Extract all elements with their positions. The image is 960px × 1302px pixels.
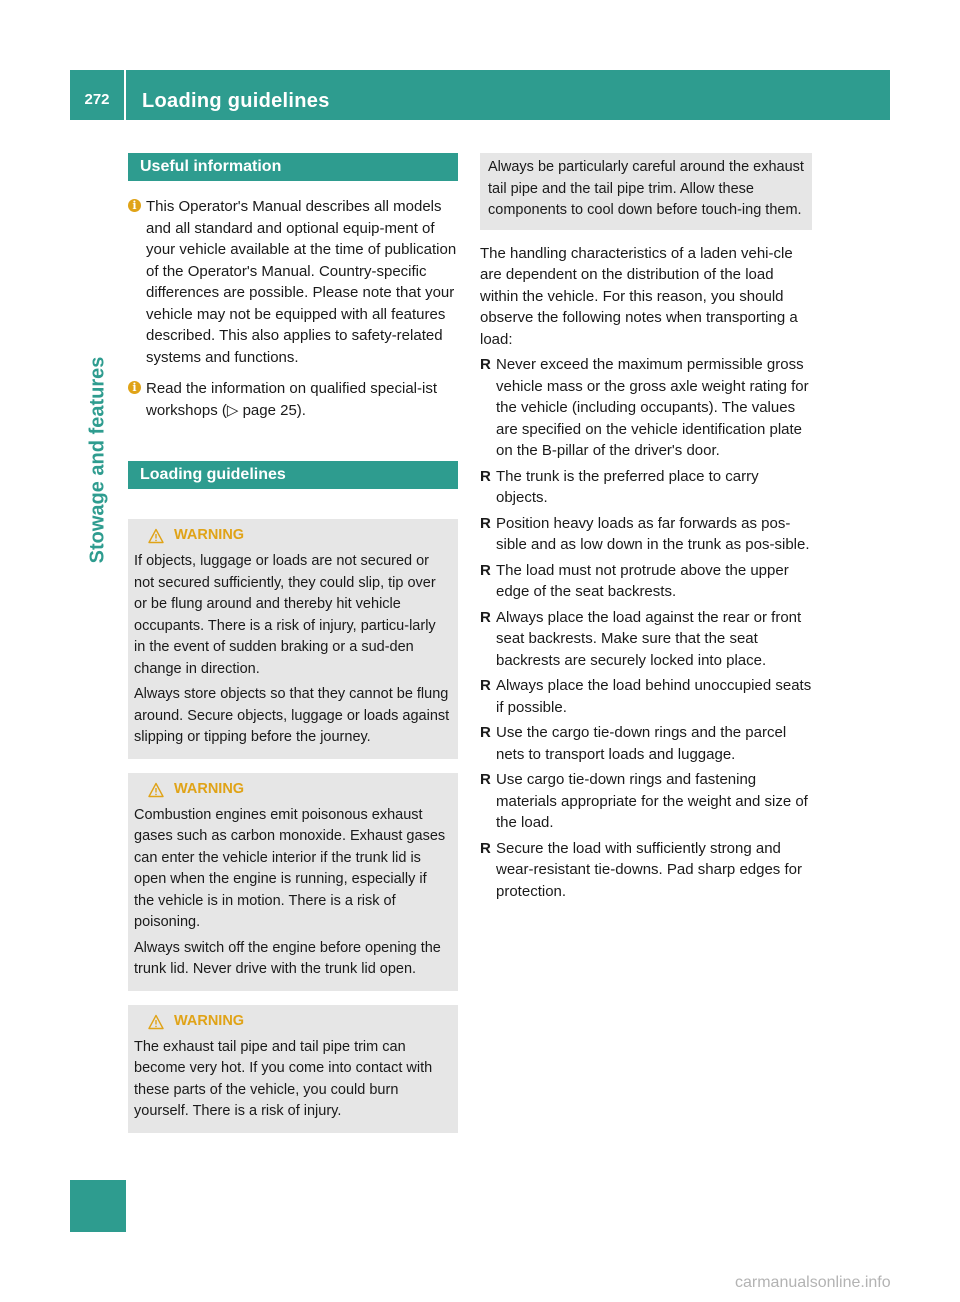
- warning-label: WARNING: [174, 780, 245, 797]
- list-item: [480, 513, 812, 556]
- warning-triangle-icon: [148, 1014, 164, 1030]
- warning-header: [148, 1011, 450, 1033]
- left-column: [128, 153, 458, 1133]
- side-strip: [70, 122, 126, 1232]
- list-item-text: Use cargo tie-down rings and fastening materials appropriate for the weight and size of the load.: [496, 771, 808, 831]
- list-item: [480, 607, 812, 672]
- bullet-marker: R: [480, 724, 491, 741]
- list-item-text: Always place the load behind unoccupied seats if possible.: [496, 677, 812, 716]
- section-tab-label: Stowage and features: [86, 356, 109, 564]
- list-item-text: Position heavy loads as far forwards as pos-sible and as low down in the trunk as pos-sible.: [496, 514, 810, 553]
- bullet-marker: R: [480, 677, 491, 694]
- warning-box: [128, 773, 458, 991]
- bullet-marker: R: [480, 771, 491, 788]
- info-note: [128, 196, 458, 368]
- warning-label: WARNING: [174, 1012, 245, 1029]
- useful-information-heading: Useful information: [128, 153, 458, 181]
- section-tab-marker: [70, 1180, 126, 1232]
- bullet-marker: R: [480, 514, 491, 532]
- warning-box: [128, 1005, 458, 1133]
- list-item-text: Secure the load with sufficiently strong and wear-resistant tie-downs. Pad sharp edges for protection.: [496, 839, 802, 900]
- page-header: [70, 70, 890, 120]
- list-item: [480, 675, 812, 718]
- list-item-text: Use the cargo tie-down rings and the parcel nets to transport loads and luggage.: [496, 724, 787, 763]
- warning-continued-box: [480, 153, 812, 230]
- bullet-marker: R: [480, 608, 491, 626]
- warning-text: Always switch off the engine before opening the trunk lid. Never drive with the trunk lid open.: [134, 939, 441, 977]
- warning-header: [148, 525, 450, 547]
- warning-triangle-icon: [148, 528, 164, 544]
- watermark: carmanualsonline.info: [735, 1274, 891, 1291]
- info-icon: i: [128, 199, 141, 212]
- info-note-text: Read the information on qualified special-ist workshops (▷ page 25).: [146, 380, 437, 419]
- warning-text: If objects, luggage or loads are not secured or not secured sufficiently, they could slip, tip over or be flung around and thereby hit vehicle occupants. There is a risk of injury, particu-larly in the event of sudden braking or a sud-den change in direction.: [134, 553, 436, 677]
- right-column: [480, 153, 812, 906]
- list-item-text: The trunk is the preferred place to carry objects.: [496, 467, 759, 506]
- loading-rules-list: [480, 354, 812, 902]
- info-icon: i: [128, 381, 141, 394]
- list-item: [480, 560, 812, 603]
- intro-paragraph: The handling characteristics of a laden vehi-cle are dependent on the distribution of the load within the vehicle. For this reason, you should observe the following notes when transporting a load:: [480, 244, 798, 348]
- bullet-marker: R: [480, 356, 491, 373]
- bullet-marker: R: [480, 467, 491, 485]
- list-item: [480, 838, 812, 903]
- warning-text: Combustion engines emit poisonous exhaust gases such as carbon monoxide. Exhaust gases can enter the vehicle interior if the trunk lid is open when the engine is running, especially if the vehicle is in motion. There is a risk of poisoning.: [134, 806, 446, 930]
- bullet-marker: R: [480, 839, 491, 857]
- list-item: [480, 354, 812, 462]
- page-number: 272: [70, 70, 126, 120]
- info-note: [128, 378, 458, 421]
- warning-header: [148, 779, 450, 801]
- list-item-text: The load must not protrude above the upper edge of the seat backrests.: [496, 561, 789, 600]
- list-item: [480, 769, 812, 834]
- info-note-text: This Operator's Manual describes all models and all standard and optional equip-ment of your vehicle available at the time of publication of the Operator's Manual. Country-specific differences are possible. Please note that your vehicle may not be equipped with all features described. This also applies to safety-related systems and functions.: [146, 198, 457, 366]
- list-item: [480, 466, 812, 509]
- list-item-text: Never exceed the maximum permissible gross vehicle mass or the gross axle weight rating for the vehicle (including occupants). The values are specified on the vehicle identification plate on the B-pillar of the driver's door.: [496, 356, 809, 459]
- bullet-marker: R: [480, 561, 491, 579]
- page-title: Loading guidelines: [142, 90, 330, 112]
- list-item-text: Always place the load against the rear or front seat backrests. Make sure that the seat backrests are securely locked into place.: [496, 608, 802, 669]
- list-item: [480, 722, 812, 765]
- warning-box: [128, 519, 458, 759]
- warning-text: The exhaust tail pipe and tail pipe trim can become very hot. If you come into contact with these parts of the vehicle, you could burn yourself. There is a risk of injury.: [134, 1038, 433, 1119]
- warning-text: Always store objects so that they cannot be flung around. Secure objects, luggage or loads against slipping or tipping before the journey.: [134, 686, 450, 745]
- warning-continued-text: Always be particularly careful around the exhaust tail pipe and the tail pipe trim. Allow these components to cool down before touch-ing them.: [488, 159, 804, 218]
- warning-label: WARNING: [174, 527, 245, 544]
- loading-guidelines-heading: Loading guidelines: [128, 461, 458, 489]
- warning-triangle-icon: [148, 782, 164, 798]
